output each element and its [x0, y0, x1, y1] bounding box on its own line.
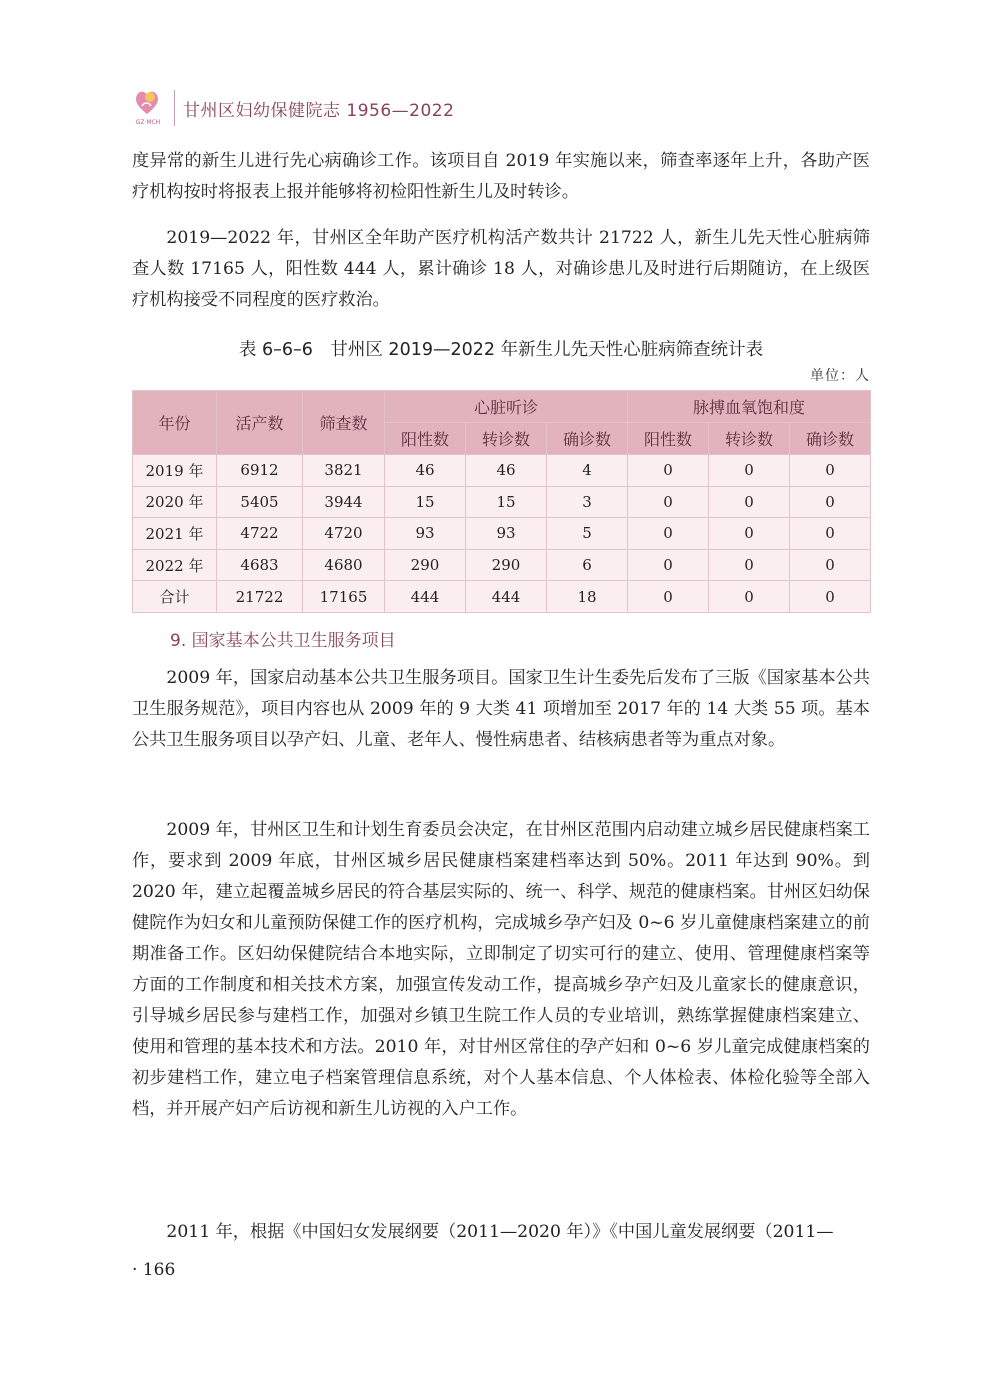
table-cell: 0	[628, 549, 709, 581]
header-confirmed: 确诊数	[790, 423, 871, 455]
table-cell: 0	[790, 581, 871, 613]
table-caption: 表 6–6–6 甘州区 2019—2022 年新生儿先天性心脏病筛查统计表	[238, 340, 764, 360]
table-cell: 0	[628, 486, 709, 518]
table-cell: 6	[547, 549, 628, 581]
table-cell: 2021 年	[133, 518, 217, 550]
header-divider	[174, 90, 175, 126]
table-cell: 3821	[303, 455, 385, 487]
header-referred: 转诊数	[466, 423, 547, 455]
table-cell: 0	[790, 486, 871, 518]
table-cell: 3944	[303, 486, 385, 518]
table-cell: 444	[466, 581, 547, 613]
screening-table	[132, 390, 871, 613]
table-cell: 3	[547, 486, 628, 518]
table-unit: 单位：人	[810, 368, 870, 384]
header-referred: 转诊数	[709, 423, 790, 455]
heart-logo-icon	[134, 88, 160, 118]
table-cell: 0	[790, 549, 871, 581]
table-cell: 0	[628, 518, 709, 550]
table-cell: 4	[547, 455, 628, 487]
table-cell: 15	[466, 486, 547, 518]
table-cell: 2022 年	[133, 549, 217, 581]
table-cell: 合计	[133, 581, 217, 613]
header-confirmed: 确诊数	[547, 423, 628, 455]
table-cell: 15	[385, 486, 466, 518]
paragraph-1: 度异常的新生儿进行先心病确诊工作。该项目自 2019 年实施以来，筛查率逐年上升，各助产医疗机构按时将报表上报并能够将初检阳性新生儿及时转诊。	[132, 151, 870, 202]
table-cell: 290	[385, 549, 466, 581]
logo-text: GZ·MCH	[135, 119, 161, 126]
table-cell: 17165	[303, 581, 385, 613]
table-cell: 46	[385, 455, 466, 487]
section-heading: 9. 国家基本公共卫生服务项目	[170, 631, 396, 651]
table-cell: 0	[790, 518, 871, 550]
paragraph-3: 2009 年，国家启动基本公共卫生服务项目。国家卫生计生委先后发布了三版《国家基本公共卫生服务规范》，项目内容也从 2009 年的 9 大类 41 项增加至 2017 年的 14 大类 55 项。基本公共卫生服务项目以孕产妇、儿童、老年人、慢性病患者、结核病患者等为重点对象。	[132, 668, 870, 750]
table-cell: 0	[709, 455, 790, 487]
table-cell: 18	[547, 581, 628, 613]
table-cell: 0	[790, 455, 871, 487]
table-cell: 93	[466, 518, 547, 550]
page-header	[132, 86, 454, 130]
header-births: 活产数	[217, 391, 303, 455]
table-cell: 0	[709, 549, 790, 581]
table-cell: 0	[709, 581, 790, 613]
table-cell: 0	[628, 455, 709, 487]
logo	[132, 88, 162, 128]
table-cell: 21722	[217, 581, 303, 613]
table-cell: 444	[385, 581, 466, 613]
table-cell: 0	[709, 518, 790, 550]
table-cell: 5	[547, 518, 628, 550]
header-group-auscultation: 心脏听诊	[385, 391, 628, 423]
table-row-total	[133, 581, 871, 613]
table-row	[133, 518, 871, 550]
table-cell: 4722	[217, 518, 303, 550]
book-title: 甘州区妇幼保健院志 1956—2022	[183, 100, 455, 121]
table-row	[133, 486, 871, 518]
table-cell: 4720	[303, 518, 385, 550]
table-cell: 93	[385, 518, 466, 550]
paragraph-2: 2019—2022 年，甘州区全年助产医疗机构活产数共计 21722 人，新生儿先天性心脏病筛查人数 17165 人，阳性数 444 人，累计确诊 18 人，对确诊患儿及时进行后期随访，在上级医疗机构接受不同程度的医疗救治。	[132, 228, 870, 310]
table-cell: 4680	[303, 549, 385, 581]
header-year: 年份	[133, 391, 217, 455]
page-number: · 166	[132, 1260, 176, 1280]
paragraph-4: 2009 年，甘州区卫生和计划生育委员会决定，在甘州区范围内启动建立城乡居民健康档案工作，要求到 2009 年底，甘州区城乡居民健康档案建档率达到 50%。2011 年达到 90%。到 2020 年，建立起覆盖城乡居民的符合基层实际的、统一、科学、规范的健康档案。甘州区妇幼保健院作为妇女和儿童预防保健工作的医疗机构，完成城乡孕产妇及 0~6 岁儿童健康档案建立的前期准备工作。区妇幼保健院结合本地实际，立即制定了切实可行的建立、使用、管理健康档案等方面的工作制度和相关技术方案，加强宣传发动工作，提高城乡孕产妇及儿童家长的健康意识，引导城乡居民参与建档工作，加强对乡镇卫生院工作人员的专业培训，熟练掌握健康档案建立、使用和管理的基本技术和方法。2010 年，对甘州区常住的孕产妇和 0~6 岁儿童完成健康档案的初步建档工作，建立电子档案管理信息系统，对个人基本信息、个人体检表、体检化验等全部入档，并开展产妇产后访视和新生儿访视的入户工作。	[132, 820, 870, 1119]
table-cell: 2019 年	[133, 455, 217, 487]
table-cell: 290	[466, 549, 547, 581]
header-positive: 阳性数	[628, 423, 709, 455]
paragraph-5: 2011 年，根据《中国妇女发展纲要（2011—2020 年）》《中国儿童发展纲要（2011—	[166, 1222, 834, 1242]
table-cell: 6912	[217, 455, 303, 487]
table-cell: 0	[628, 581, 709, 613]
table-row	[133, 455, 871, 487]
table-cell: 4683	[217, 549, 303, 581]
table-cell: 2020 年	[133, 486, 217, 518]
table-cell: 5405	[217, 486, 303, 518]
header-positive: 阳性数	[385, 423, 466, 455]
table-row	[133, 549, 871, 581]
table-cell: 0	[709, 486, 790, 518]
table-cell: 46	[466, 455, 547, 487]
header-screened: 筛查数	[303, 391, 385, 455]
header-group-oximetry: 脉搏血氧饱和度	[628, 391, 871, 423]
